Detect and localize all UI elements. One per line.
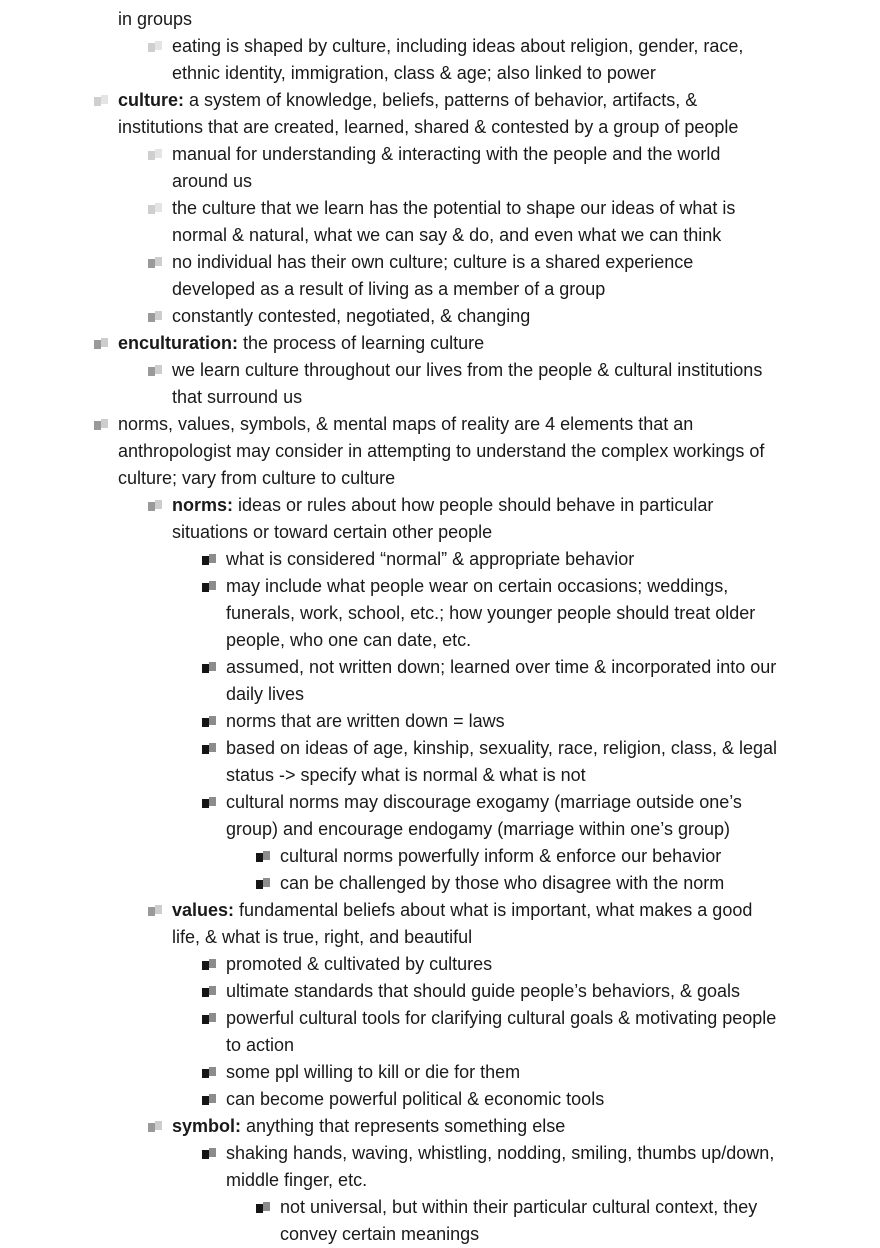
line-text — [226, 573, 728, 600]
line-body: ultimate standards that should guide people’s behaviors, & goals — [226, 981, 741, 1001]
line-text — [118, 411, 693, 438]
line-text — [172, 519, 492, 546]
line-body: to action — [226, 1035, 295, 1055]
line-text — [172, 357, 762, 384]
term-label: norms: — [172, 495, 234, 515]
line-text — [118, 465, 395, 492]
line-body: in groups — [118, 9, 193, 29]
line-body: no individual has their own culture; culture is a shared experience — [172, 252, 694, 272]
line-body: cultural norms powerfully inform & enforce our behavior — [280, 846, 722, 866]
line-text — [118, 330, 484, 357]
line-body: norms, values, symbols, & mental maps of reality are 4 elements that an — [118, 414, 694, 434]
line-text — [118, 6, 192, 33]
line-text — [172, 897, 752, 924]
line-text — [226, 1032, 294, 1059]
line-text — [226, 789, 742, 816]
line-body: life, & what is true, right, and beautiful — [172, 927, 473, 947]
line-body: we learn culture throughout our lives from the people & cultural institutions — [172, 360, 763, 380]
line-body: norms that are written down = laws — [226, 711, 505, 731]
line-text — [172, 60, 656, 87]
line-text — [172, 303, 530, 330]
line-body: developed as a result of living as a member of a group — [172, 279, 606, 299]
line-text — [226, 1059, 520, 1086]
line-body: people, who one can date, etc. — [226, 630, 472, 650]
line-body: manual for understanding & interacting with the people and the world — [172, 144, 721, 164]
term-label: values: — [172, 900, 235, 920]
line-body: can become powerful political & economic tools — [226, 1089, 605, 1109]
line-body: normal & natural, what we can say & do, and even what we can think — [172, 225, 722, 245]
line-text — [226, 1005, 776, 1032]
line-body: assumed, not written down; learned over time & incorporated into our — [226, 657, 777, 677]
line-text — [118, 87, 697, 114]
line-body: ethnic identity, immigration, class & age; also linked to power — [172, 63, 656, 83]
line-text — [172, 168, 252, 195]
line-body: group) and encourage endogamy (marriage within one’s group) — [226, 819, 730, 839]
line-body: based on ideas of age, kinship, sexuality, race, religion, class, & legal — [226, 738, 777, 758]
line-text — [226, 600, 755, 627]
line-body: constantly contested, negotiated, & changing — [172, 306, 531, 326]
line-body: that surround us — [172, 387, 303, 407]
line-body: can be challenged by those who disagree with the norm — [280, 873, 725, 893]
line-body: cultural norms may discourage exogamy (marriage outside one’s — [226, 792, 742, 812]
line-body: daily lives — [226, 684, 305, 704]
term-label: symbol: — [172, 1116, 242, 1136]
term-label: culture: — [118, 90, 185, 110]
line-text — [172, 141, 720, 168]
line-text — [226, 681, 304, 708]
line-text — [172, 33, 743, 60]
line-text — [280, 843, 721, 870]
line-body: institutions that are created, learned, shared & contested by a group of people — [118, 117, 739, 137]
line-body: fundamental beliefs about what is important, what makes a good — [234, 900, 753, 920]
line-text — [118, 438, 764, 465]
line-text — [172, 195, 735, 222]
line-text — [280, 870, 724, 897]
line-body: powerful cultural tools for clarifying cultural goals & motivating people — [226, 1008, 777, 1028]
line-text — [226, 627, 471, 654]
line-text — [226, 546, 634, 573]
term-label: enculturation: — [118, 333, 238, 353]
line-body: shaking hands, waving, whistling, nodding, smiling, thumbs up/down, — [226, 1143, 775, 1163]
line-text — [172, 222, 721, 249]
line-body: ideas or rules about how people should behave in particular — [233, 495, 714, 515]
line-body: funerals, work, school, etc.; how younger people should treat older — [226, 603, 756, 623]
line-body: not universal, but within their particular cultural context, they — [280, 1197, 758, 1217]
line-text — [172, 924, 472, 951]
line-body: some ppl willing to kill or die for them — [226, 1062, 521, 1082]
line-body: what is considered “normal” & appropriate behavior — [226, 549, 635, 569]
line-text — [226, 1140, 774, 1167]
line-text — [172, 249, 693, 276]
line-body: situations or toward certain other people — [172, 522, 493, 542]
line-body: anthropologist may consider in attempting to understand the complex workings of — [118, 441, 765, 461]
line-text — [280, 1221, 479, 1248]
line-body: middle finger, etc. — [226, 1170, 368, 1190]
line-text — [118, 114, 738, 141]
line-text — [172, 492, 713, 519]
line-text — [280, 1194, 757, 1221]
line-text — [226, 735, 777, 762]
line-body: the process of learning culture — [238, 333, 485, 353]
line-body: status -> specify what is normal & what is not — [226, 765, 586, 785]
line-body: convey certain meanings — [280, 1224, 480, 1244]
line-body: may include what people wear on certain occasions; weddings, — [226, 576, 729, 596]
line-text — [226, 951, 492, 978]
line-text — [172, 384, 302, 411]
line-text — [226, 978, 740, 1005]
line-body: eating is shaped by culture, including ideas about religion, gender, race, — [172, 36, 744, 56]
line-text — [226, 1167, 367, 1194]
line-body: promoted & cultivated by cultures — [226, 954, 493, 974]
line-body: around us — [172, 171, 253, 191]
line-body: culture; vary from culture to culture — [118, 468, 396, 488]
line-body: the culture that we learn has the potential to shape our ideas of what is — [172, 198, 736, 218]
line-text — [226, 762, 586, 789]
line-text — [226, 654, 776, 681]
line-body: a system of knowledge, beliefs, patterns of behavior, artifacts, & — [184, 90, 698, 110]
line-text — [172, 1113, 565, 1140]
line-body: anything that represents something else — [241, 1116, 566, 1136]
line-text — [226, 816, 730, 843]
line-text — [226, 708, 505, 735]
line-text — [172, 276, 605, 303]
line-text — [226, 1086, 604, 1113]
